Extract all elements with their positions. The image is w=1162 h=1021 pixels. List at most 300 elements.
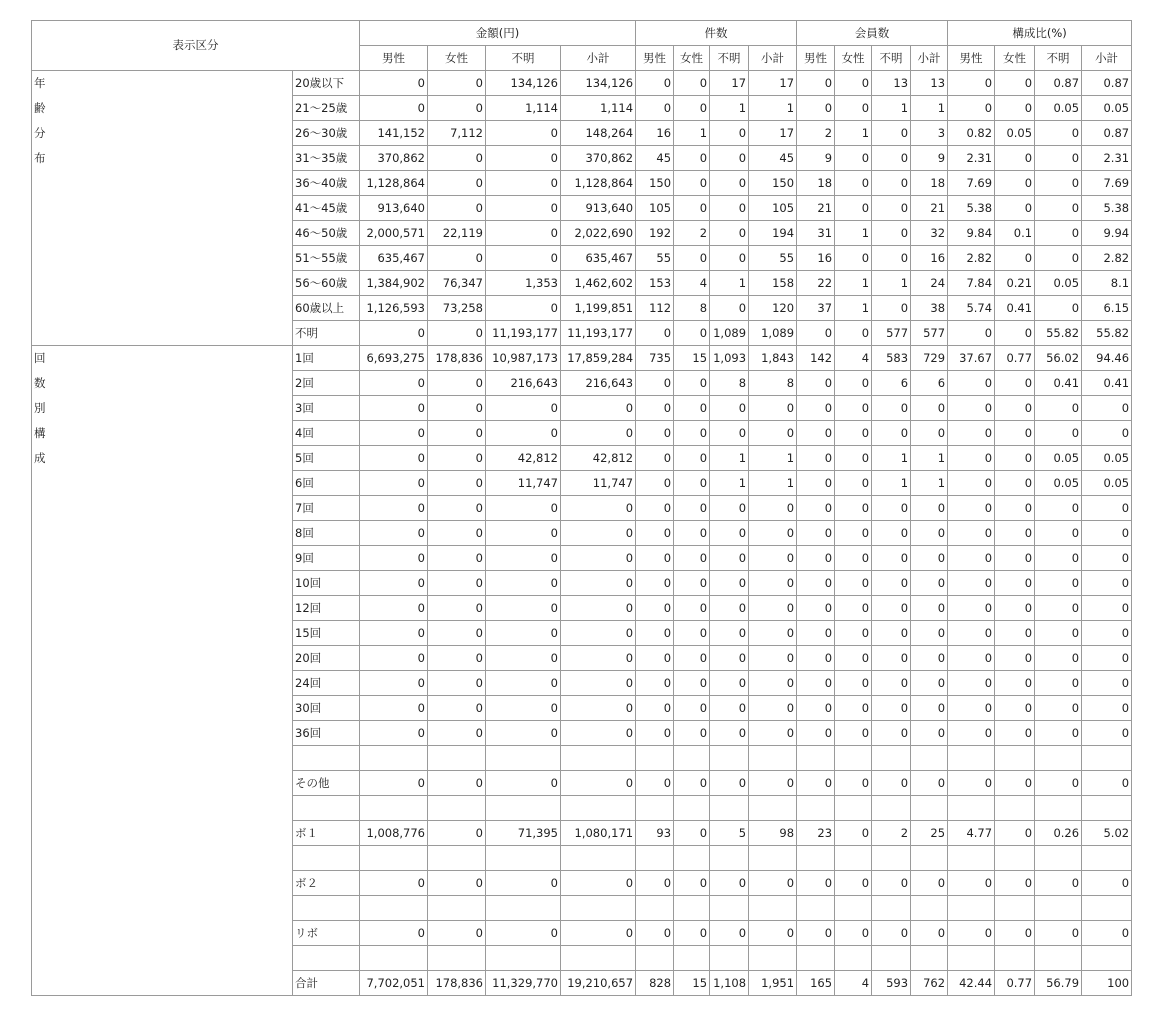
- data-cell: 0: [1082, 546, 1132, 571]
- data-cell: [360, 746, 428, 771]
- data-cell: 0: [1035, 621, 1082, 646]
- data-cell: 55: [749, 246, 797, 271]
- data-cell: 0: [797, 496, 835, 521]
- data-cell: 735: [636, 346, 674, 371]
- data-cell: 45: [749, 146, 797, 171]
- data-cell: 0: [797, 421, 835, 446]
- data-cell: 0: [428, 421, 486, 446]
- data-cell: 0: [428, 921, 486, 946]
- data-cell: 0: [710, 196, 749, 221]
- data-cell: 0: [835, 771, 872, 796]
- data-cell: 4: [835, 346, 872, 371]
- data-cell: 0: [749, 921, 797, 946]
- data-cell: 0: [486, 696, 561, 721]
- data-cell: 0.26: [1035, 821, 1082, 846]
- data-cell: 2: [674, 221, 710, 246]
- data-cell: 0: [797, 321, 835, 346]
- data-cell: 0: [911, 396, 948, 421]
- data-cell: 0: [1035, 571, 1082, 596]
- row-label: 12回: [293, 596, 360, 621]
- data-cell: 0: [872, 721, 911, 746]
- data-cell: 0: [995, 396, 1035, 421]
- data-cell: 0: [486, 521, 561, 546]
- data-cell: 17: [749, 71, 797, 96]
- data-cell: [636, 946, 674, 971]
- data-cell: 4: [835, 971, 872, 996]
- data-cell: 0: [872, 596, 911, 621]
- row-label: 36～40歳: [293, 171, 360, 196]
- data-cell: [835, 846, 872, 871]
- header-sub: 小計: [561, 46, 636, 71]
- data-cell: 0: [995, 96, 1035, 121]
- data-cell: [674, 746, 710, 771]
- data-cell: 1: [872, 271, 911, 296]
- row-label: 合計: [293, 971, 360, 996]
- data-cell: 16: [911, 246, 948, 271]
- data-cell: [1035, 846, 1082, 871]
- data-cell: 0: [428, 871, 486, 896]
- row-label: 3回: [293, 396, 360, 421]
- data-cell: 0: [360, 371, 428, 396]
- data-cell: 0: [948, 571, 995, 596]
- data-cell: 1,462,602: [561, 271, 636, 296]
- data-cell: 0: [835, 196, 872, 221]
- data-cell: 0.05: [1035, 446, 1082, 471]
- data-cell: 17,859,284: [561, 346, 636, 371]
- data-cell: 0: [636, 871, 674, 896]
- data-cell: 0: [360, 471, 428, 496]
- data-cell: 1: [835, 296, 872, 321]
- data-cell: 0: [1035, 546, 1082, 571]
- data-cell: 0.41: [1082, 371, 1132, 396]
- data-cell: 0: [995, 546, 1035, 571]
- data-cell: 19,210,657: [561, 971, 636, 996]
- data-cell: 38: [911, 296, 948, 321]
- data-cell: 0: [674, 771, 710, 796]
- data-cell: 0: [636, 546, 674, 571]
- data-cell: 0: [835, 721, 872, 746]
- data-cell: 0: [561, 596, 636, 621]
- data-cell: 23: [797, 821, 835, 846]
- data-cell: [797, 746, 835, 771]
- data-cell: 0: [749, 771, 797, 796]
- data-cell: [1082, 846, 1132, 871]
- data-cell: 0: [995, 871, 1035, 896]
- data-cell: 0: [674, 246, 710, 271]
- data-cell: 73,258: [428, 296, 486, 321]
- data-cell: [360, 946, 428, 971]
- data-cell: [486, 746, 561, 771]
- data-cell: 0: [835, 821, 872, 846]
- data-cell: 0: [360, 671, 428, 696]
- data-cell: [911, 746, 948, 771]
- data-cell: 0: [710, 696, 749, 721]
- data-cell: 0: [710, 246, 749, 271]
- data-cell: 0: [360, 71, 428, 96]
- data-cell: 1,384,902: [360, 271, 428, 296]
- data-cell: 55.82: [1082, 321, 1132, 346]
- data-cell: 0: [995, 171, 1035, 196]
- data-cell: 0: [360, 546, 428, 571]
- data-cell: 0: [636, 96, 674, 121]
- header-sub: 小計: [749, 46, 797, 71]
- data-cell: [835, 746, 872, 771]
- data-cell: [948, 946, 995, 971]
- data-cell: 1: [835, 271, 872, 296]
- data-cell: 0: [486, 246, 561, 271]
- data-cell: 0: [360, 446, 428, 471]
- data-cell: 0: [835, 371, 872, 396]
- data-cell: [995, 746, 1035, 771]
- data-cell: 0: [1035, 171, 1082, 196]
- row-label: 10回: [293, 571, 360, 596]
- data-cell: 0: [710, 421, 749, 446]
- data-cell: 0: [1082, 646, 1132, 671]
- data-cell: 9: [911, 146, 948, 171]
- data-cell: 0: [835, 546, 872, 571]
- data-cell: 0: [872, 246, 911, 271]
- data-cell: 1,128,864: [360, 171, 428, 196]
- data-cell: 1,080,171: [561, 821, 636, 846]
- section-band-char: 数: [34, 376, 46, 390]
- data-cell: 5.74: [948, 296, 995, 321]
- data-cell: 0: [797, 696, 835, 721]
- data-cell: 93: [636, 821, 674, 846]
- data-cell: 0: [674, 321, 710, 346]
- data-cell: 13: [911, 71, 948, 96]
- data-cell: 18: [911, 171, 948, 196]
- data-cell: 0: [995, 696, 1035, 721]
- data-cell: 0: [911, 671, 948, 696]
- data-cell: 7,702,051: [360, 971, 428, 996]
- data-cell: 0: [948, 521, 995, 546]
- row-label: 6回: [293, 471, 360, 496]
- header-sub: 不明: [710, 46, 749, 71]
- data-cell: 0: [835, 671, 872, 696]
- data-cell: 0: [710, 546, 749, 571]
- data-cell: 0: [428, 96, 486, 121]
- data-cell: 1,114: [561, 96, 636, 121]
- data-cell: 42,812: [561, 446, 636, 471]
- data-cell: 0: [995, 471, 1035, 496]
- data-cell: 0: [561, 921, 636, 946]
- data-cell: [1082, 946, 1132, 971]
- data-cell: 6: [872, 371, 911, 396]
- data-cell: 0: [360, 921, 428, 946]
- data-cell: [636, 846, 674, 871]
- data-cell: 0: [636, 421, 674, 446]
- data-cell: 0: [995, 821, 1035, 846]
- data-cell: 1: [710, 446, 749, 471]
- data-cell: 0: [1035, 871, 1082, 896]
- data-cell: 0: [995, 646, 1035, 671]
- data-cell: 11,193,177: [486, 321, 561, 346]
- data-cell: 0: [710, 621, 749, 646]
- data-cell: 216,643: [486, 371, 561, 396]
- data-cell: 5.38: [1082, 196, 1132, 221]
- data-cell: 0: [872, 221, 911, 246]
- data-cell: [797, 896, 835, 921]
- data-cell: 1,843: [749, 346, 797, 371]
- data-cell: 0: [636, 371, 674, 396]
- data-cell: 635,467: [561, 246, 636, 271]
- data-cell: [911, 796, 948, 821]
- data-cell: 1: [710, 471, 749, 496]
- data-cell: 0: [948, 721, 995, 746]
- data-cell: 1,126,593: [360, 296, 428, 321]
- data-cell: 2,000,571: [360, 221, 428, 246]
- data-cell: 0: [749, 671, 797, 696]
- data-cell: 0: [872, 696, 911, 721]
- data-cell: 0: [1082, 671, 1132, 696]
- data-cell: 0.21: [995, 271, 1035, 296]
- data-cell: 0: [835, 496, 872, 521]
- data-cell: [911, 846, 948, 871]
- data-cell: 0.41: [995, 296, 1035, 321]
- header-sub: 男性: [636, 46, 674, 71]
- data-cell: 0: [710, 871, 749, 896]
- data-cell: [561, 846, 636, 871]
- header-sub: 小計: [1082, 46, 1132, 71]
- header-sub: 男性: [360, 46, 428, 71]
- data-cell: 0: [911, 496, 948, 521]
- data-cell: [561, 946, 636, 971]
- data-cell: 0: [674, 471, 710, 496]
- row-label: 20回: [293, 646, 360, 671]
- data-cell: 0: [995, 521, 1035, 546]
- data-cell: 4.77: [948, 821, 995, 846]
- data-cell: 0: [797, 396, 835, 421]
- data-cell: 0: [835, 246, 872, 271]
- data-cell: 178,836: [428, 971, 486, 996]
- data-cell: 828: [636, 971, 674, 996]
- data-cell: 0: [872, 871, 911, 896]
- data-cell: [428, 796, 486, 821]
- data-cell: 11,747: [486, 471, 561, 496]
- data-cell: 2.82: [1082, 246, 1132, 271]
- data-cell: 0: [710, 121, 749, 146]
- data-cell: 0: [872, 421, 911, 446]
- data-cell: 0: [486, 421, 561, 446]
- data-cell: 0: [948, 621, 995, 646]
- data-cell: 37.67: [948, 346, 995, 371]
- data-cell: 0: [428, 671, 486, 696]
- data-cell: 0: [1035, 921, 1082, 946]
- data-cell: [797, 796, 835, 821]
- data-cell: 0: [1082, 596, 1132, 621]
- data-cell: 1,114: [486, 96, 561, 121]
- summary-table: [31, 20, 1132, 996]
- data-cell: 0.05: [1035, 271, 1082, 296]
- data-cell: 0: [835, 171, 872, 196]
- data-cell: 45: [636, 146, 674, 171]
- data-cell: 0: [674, 96, 710, 121]
- data-cell: 3: [911, 121, 948, 146]
- data-cell: 0: [948, 446, 995, 471]
- data-cell: 2.31: [948, 146, 995, 171]
- data-cell: 0: [674, 71, 710, 96]
- data-cell: 0: [995, 321, 1035, 346]
- data-cell: [710, 796, 749, 821]
- data-cell: 0: [749, 571, 797, 596]
- data-cell: 0: [486, 621, 561, 646]
- row-label: 5回: [293, 446, 360, 471]
- data-cell: 0: [428, 496, 486, 521]
- data-cell: [360, 846, 428, 871]
- data-cell: 7,112: [428, 121, 486, 146]
- data-cell: 370,862: [561, 146, 636, 171]
- data-cell: 0: [749, 521, 797, 546]
- data-cell: [872, 796, 911, 821]
- data-cell: [674, 896, 710, 921]
- data-cell: 0: [835, 646, 872, 671]
- data-cell: 11,329,770: [486, 971, 561, 996]
- data-cell: 0: [636, 921, 674, 946]
- data-cell: [1035, 896, 1082, 921]
- data-cell: 0: [911, 421, 948, 446]
- data-cell: 5: [710, 821, 749, 846]
- data-cell: 0: [674, 696, 710, 721]
- data-cell: 0: [835, 321, 872, 346]
- data-cell: 0: [872, 146, 911, 171]
- data-cell: [835, 896, 872, 921]
- data-cell: 0: [710, 496, 749, 521]
- data-cell: 0: [561, 571, 636, 596]
- data-cell: [995, 796, 1035, 821]
- data-cell: 55: [636, 246, 674, 271]
- data-cell: 0: [1035, 696, 1082, 721]
- data-cell: 0: [674, 196, 710, 221]
- data-cell: 0: [674, 371, 710, 396]
- data-cell: 0: [561, 621, 636, 646]
- data-cell: [1082, 746, 1132, 771]
- data-cell: 1,008,776: [360, 821, 428, 846]
- data-cell: 0: [1035, 196, 1082, 221]
- section-band-char: 回: [34, 351, 46, 365]
- data-cell: 0.05: [1082, 446, 1132, 471]
- data-cell: 0: [835, 871, 872, 896]
- data-cell: [428, 746, 486, 771]
- data-cell: [749, 846, 797, 871]
- data-cell: 10,987,173: [486, 346, 561, 371]
- data-cell: 0: [948, 671, 995, 696]
- data-cell: 0: [749, 646, 797, 671]
- data-cell: 0: [1082, 421, 1132, 446]
- section-band-char: 布: [34, 151, 46, 165]
- row-label: [293, 796, 360, 821]
- data-cell: [561, 796, 636, 821]
- data-cell: [948, 796, 995, 821]
- data-cell: 194: [749, 221, 797, 246]
- data-cell: 0: [360, 396, 428, 421]
- header-group: 構成比(%): [948, 21, 1132, 46]
- data-cell: 15: [674, 971, 710, 996]
- data-cell: 134,126: [561, 71, 636, 96]
- data-cell: 11,193,177: [561, 321, 636, 346]
- data-cell: 0: [948, 371, 995, 396]
- data-cell: 0: [1082, 721, 1132, 746]
- data-cell: 0: [797, 546, 835, 571]
- data-cell: 0: [1082, 521, 1132, 546]
- data-cell: 7.84: [948, 271, 995, 296]
- data-cell: 0: [835, 571, 872, 596]
- data-cell: 0: [1035, 146, 1082, 171]
- data-cell: 0: [797, 771, 835, 796]
- data-cell: 0: [995, 196, 1035, 221]
- row-label: ボ２: [293, 871, 360, 896]
- data-cell: 56.02: [1035, 346, 1082, 371]
- data-cell: 729: [911, 346, 948, 371]
- data-cell: 0: [835, 146, 872, 171]
- section-band-char: 齢: [34, 101, 46, 115]
- data-cell: 0: [561, 646, 636, 671]
- row-label: [293, 896, 360, 921]
- data-cell: 0: [948, 96, 995, 121]
- data-cell: 1,128,864: [561, 171, 636, 196]
- table-row: [32, 346, 1132, 371]
- data-cell: 22: [797, 271, 835, 296]
- data-cell: [872, 746, 911, 771]
- data-cell: 0: [486, 146, 561, 171]
- data-cell: 0: [360, 521, 428, 546]
- data-cell: 0: [636, 596, 674, 621]
- data-cell: 0: [948, 546, 995, 571]
- data-cell: 0: [674, 421, 710, 446]
- data-cell: [561, 896, 636, 921]
- data-cell: [911, 896, 948, 921]
- data-cell: 0: [1035, 221, 1082, 246]
- data-cell: [948, 746, 995, 771]
- data-cell: 16: [636, 121, 674, 146]
- data-cell: 0: [486, 546, 561, 571]
- data-cell: 0: [636, 621, 674, 646]
- data-cell: 0: [995, 921, 1035, 946]
- data-cell: 0.1: [995, 221, 1035, 246]
- data-cell: 0: [674, 146, 710, 171]
- data-cell: 148,264: [561, 121, 636, 146]
- row-label: 1回: [293, 346, 360, 371]
- data-cell: 0: [1035, 121, 1082, 146]
- data-cell: 0: [872, 396, 911, 421]
- data-cell: [486, 846, 561, 871]
- data-cell: 0: [486, 221, 561, 246]
- data-cell: 0: [674, 546, 710, 571]
- data-cell: 0: [749, 546, 797, 571]
- data-cell: [1035, 796, 1082, 821]
- row-label: 31～35歳: [293, 146, 360, 171]
- data-cell: 0: [872, 671, 911, 696]
- data-cell: 0.87: [1082, 71, 1132, 96]
- data-cell: 0: [428, 771, 486, 796]
- data-cell: 0: [995, 671, 1035, 696]
- header-sub: 女性: [995, 46, 1035, 71]
- data-cell: 0: [749, 721, 797, 746]
- data-cell: 0: [428, 196, 486, 221]
- data-cell: 13: [872, 71, 911, 96]
- header-sub: 小計: [911, 46, 948, 71]
- data-cell: 0: [797, 71, 835, 96]
- data-cell: 2: [797, 121, 835, 146]
- data-cell: 0: [1035, 671, 1082, 696]
- data-cell: 0: [911, 596, 948, 621]
- data-cell: [486, 896, 561, 921]
- data-cell: 0: [360, 771, 428, 796]
- data-cell: 0: [835, 421, 872, 446]
- header-sub: 不明: [1035, 46, 1082, 71]
- data-cell: 1: [749, 471, 797, 496]
- data-cell: 0: [428, 446, 486, 471]
- data-cell: [674, 796, 710, 821]
